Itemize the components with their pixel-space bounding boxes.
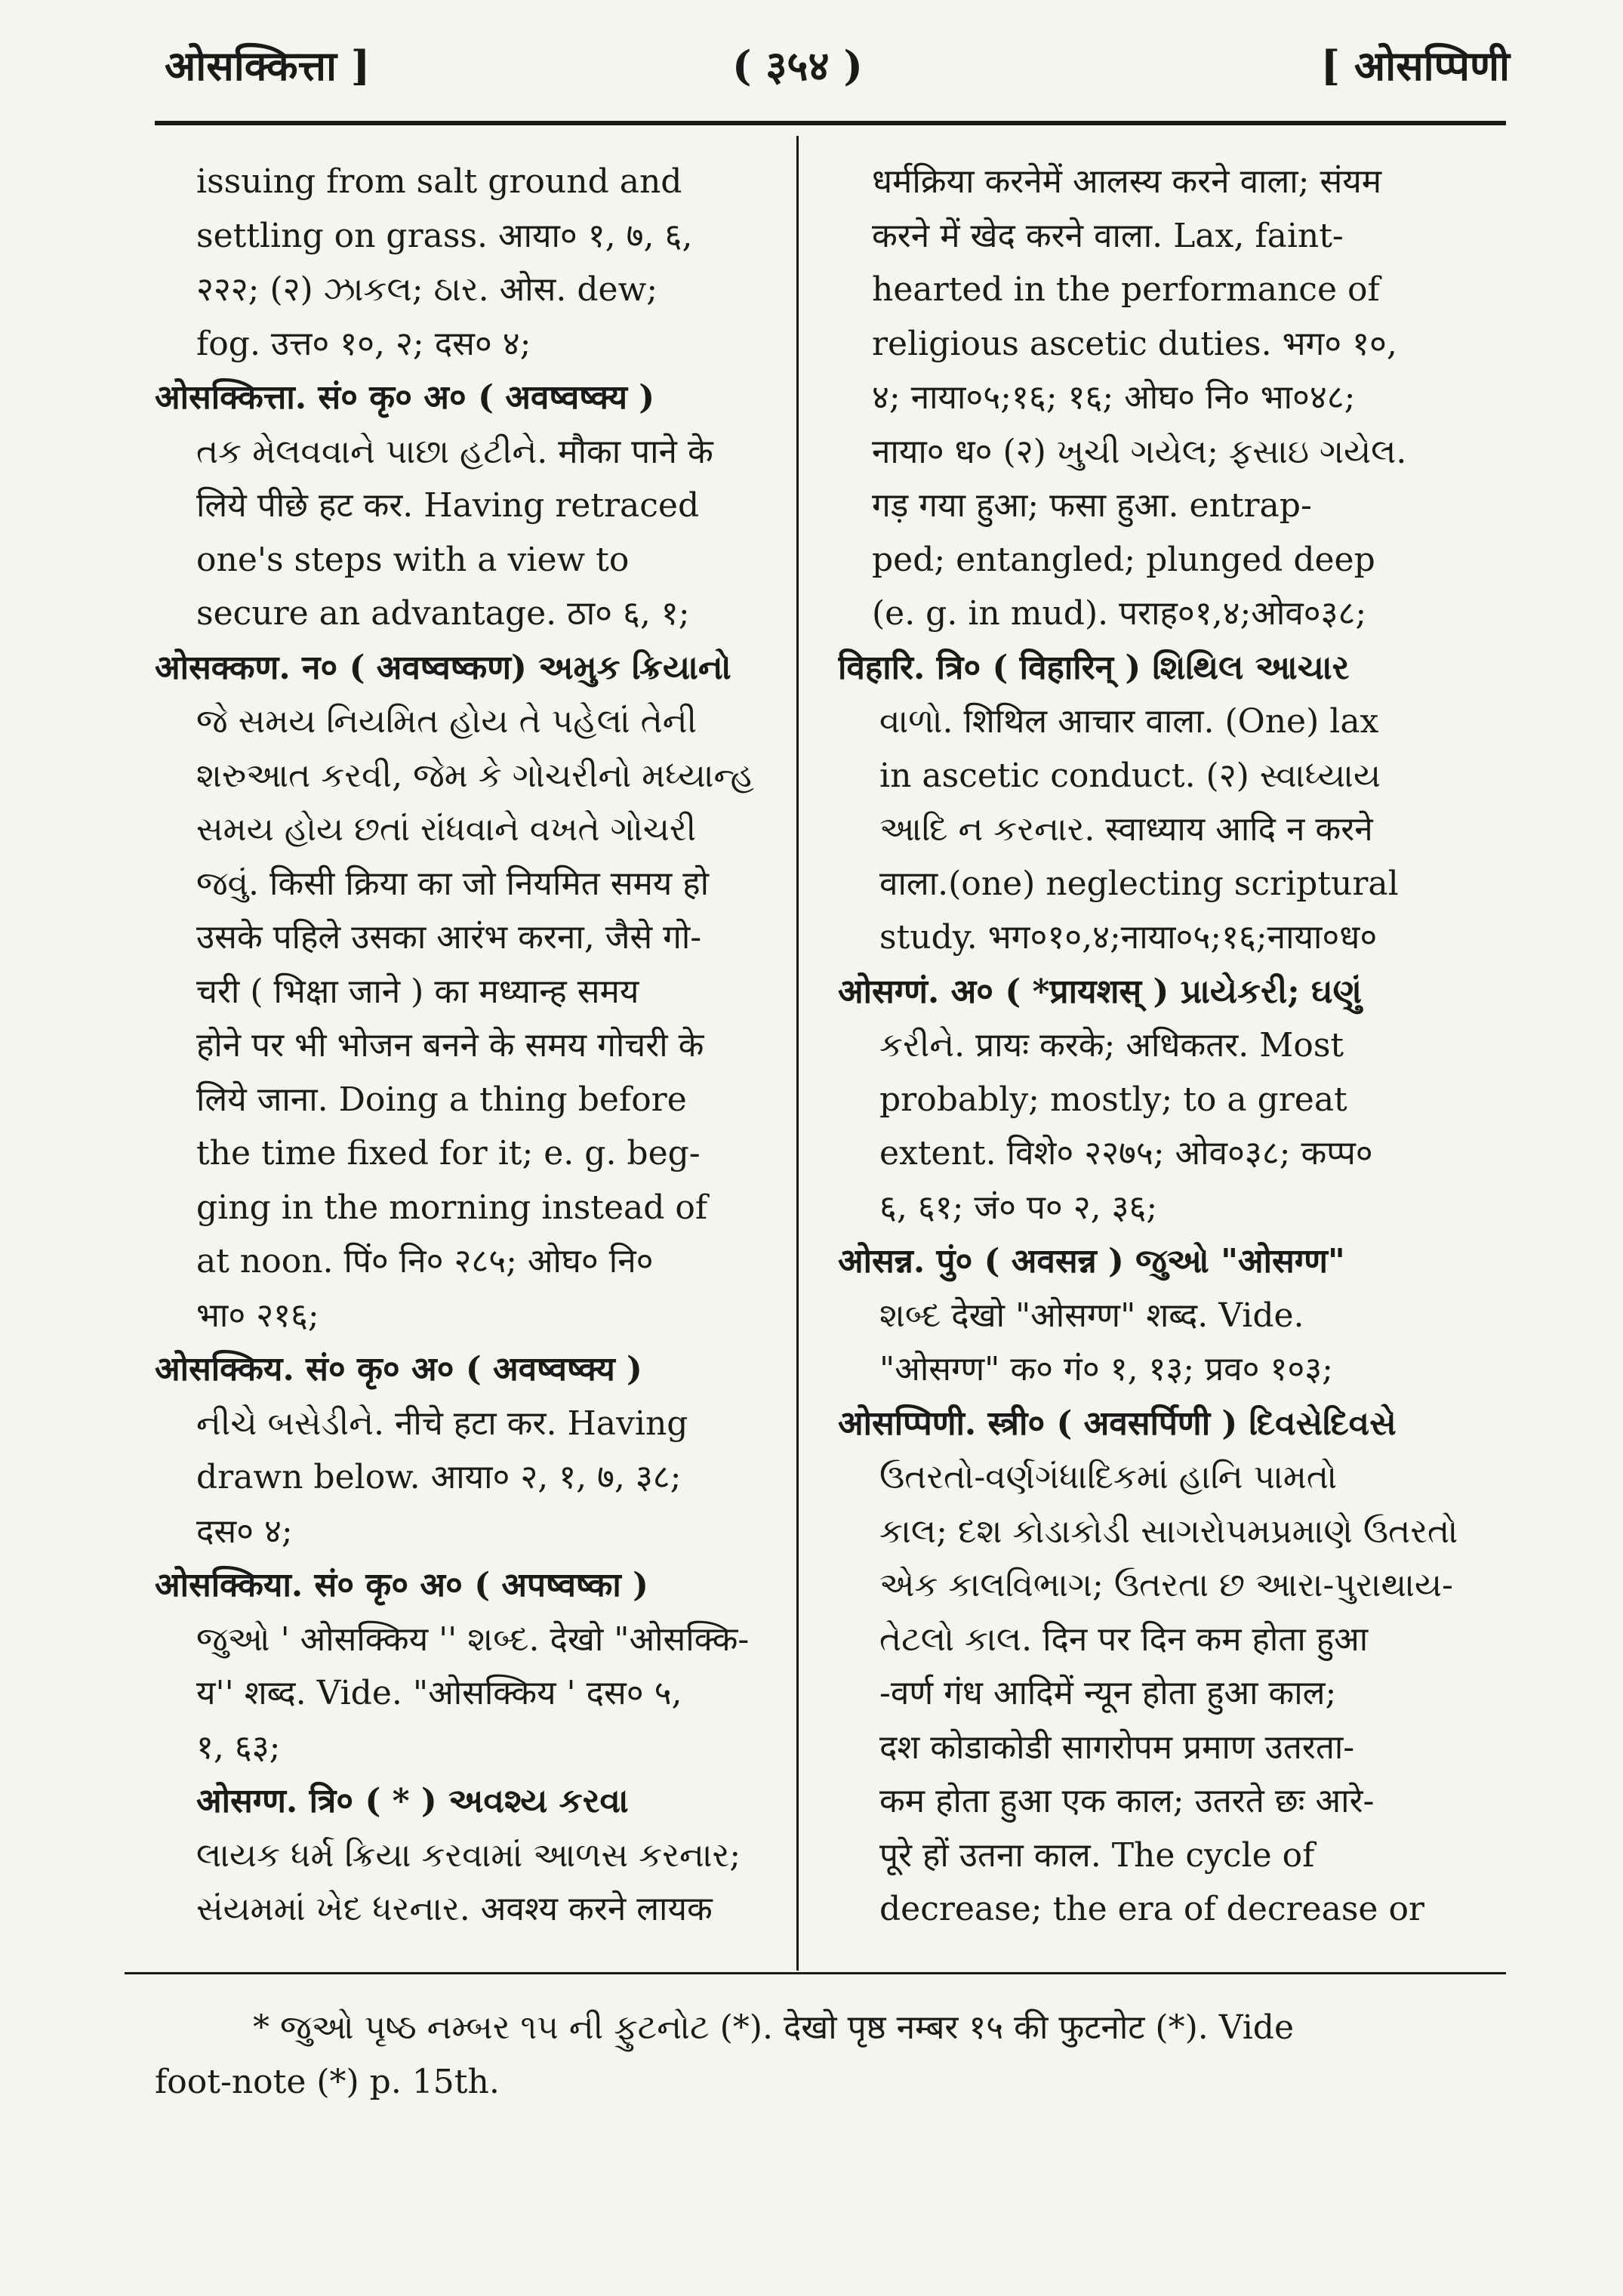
entry-headline: विहारि. त्रि० ( विहारिन् ) શિથિલ આચાર <box>838 648 1350 687</box>
text-line: secure an advantage. ठा० ६, १; <box>196 594 690 633</box>
text-line: આદિ ન કરનાર. स्वाध्याय आदि न करने <box>879 810 1373 849</box>
dictionary-entry <box>155 641 793 1343</box>
text-line: दस० ४; <box>196 1512 293 1551</box>
dictionary-entry <box>155 371 793 641</box>
header-left-guideword: ओसक्कित्ता ] <box>165 42 371 90</box>
text-line: શરુઆત કરવી, જેમ કે ગોચરીનો મધ્યાન્હ <box>196 756 754 795</box>
entry-headline: ओसप्पिणी. स्त्री० ( अवसर्पिणी ) દિવસેદિવસે <box>838 1404 1397 1443</box>
dictionary-entry <box>155 1342 793 1558</box>
text-line: એક કાલવિભાગ; ઉતરતા છ આરા-પુરાથાય- <box>879 1566 1453 1604</box>
text-line: ઉતરતો-વર્ણગંધાદિકમાં હાનિ પામતો <box>879 1458 1338 1496</box>
dictionary-entry <box>155 1558 793 1774</box>
text-line: भा० २१६; <box>196 1296 319 1335</box>
text-line: સંયમમાં ખેદ ધરનાર. अवश्य करने लायक <box>196 1890 713 1928</box>
dictionary-entry <box>838 965 1495 1235</box>
text-line: नाया० ध० (२) ખુચી ગયેલ; ફસાઇ ગયેલ. <box>872 432 1407 471</box>
text-line: સમય હોય છતાં રાંધવાને વખતે ગોચરી <box>196 810 697 849</box>
entry-headline: ओसक्किय. सं० कृ० अ० ( अवष्वष्क्य ) <box>155 1350 642 1388</box>
text-line: उसके पहिले उसका आरंभ करना, जैसे गो- <box>196 918 702 957</box>
text-line: "ओसग्ण" क० गं० १, १३; प्रव० १०३; <box>879 1350 1333 1388</box>
continuation-text <box>155 155 793 371</box>
text-line: જવું. किसी क्रिया का जो नियमित समय हो <box>196 864 710 903</box>
text-line: નીચે બસેડીને. नीचे हटा कर. Having <box>196 1404 688 1443</box>
text-line: लिये जाना. Doing a thing before <box>196 1080 687 1119</box>
text-line: at noon. पिं० नि० २८५; ओघ० नि० <box>196 1242 654 1281</box>
continuation-text <box>838 155 1495 641</box>
right-column <box>838 155 1495 1937</box>
text-line: २२२; (२) ઝાકલ; ઠાર. ओस. dew; <box>196 270 658 309</box>
text-line: in ascetic conduct. (२) સ્વાધ્યાય <box>879 756 1381 795</box>
text-line: १, ६३; <box>196 1727 281 1767</box>
text-line: -वर्ण गंध आदिमें न्यून होता हुआ काल; <box>879 1674 1337 1712</box>
text-line: fog. उत्त० १०, २; दस० ४; <box>196 324 531 363</box>
page-number: ( ३५४ ) <box>732 42 863 90</box>
text-line: તક મેલવવાને પાછા હટીને. मौका पाने के <box>196 432 713 471</box>
footnote-line: foot-note (*) p. 15th. <box>155 2063 500 2101</box>
dictionary-entry <box>838 641 1495 965</box>
text-line: दश कोडाकोडी सागरोपम प्रमाण उतरता- <box>879 1727 1355 1767</box>
text-line: ४; नाया०५;१६; १६; ओघ० नि० भा०४८; <box>872 378 1356 417</box>
text-line: જુઓ ' ओसक्किय '' શબ્દ. देखो "ओसक्कि- <box>196 1620 750 1659</box>
entry-headline: ओसक्कण. न० ( अवष्वष्कण) અમુક ક્રિયાનો <box>155 648 731 687</box>
left-column <box>155 155 793 1937</box>
column-divider <box>796 136 799 1971</box>
text-line: (e. g. in mud). पराह०१,४;ओव०३८; <box>872 594 1367 633</box>
footnote-rule <box>125 1972 1506 1974</box>
text-line: one's steps with a view to <box>196 540 630 579</box>
text-line: the time fixed for it; e. g. beg- <box>196 1134 701 1173</box>
footnote <box>155 2001 1506 2110</box>
header-right-guideword: [ ओसप्पिणी <box>1320 42 1510 90</box>
header-rule <box>155 121 1506 125</box>
text-line: ging in the morning instead of <box>196 1188 708 1227</box>
entry-headline: ओसग्ण. त्रि० ( * ) અવશ્ય કરવા <box>196 1782 629 1820</box>
text-line: extent. विशे० २२७५; ओव०३८; कप्प० <box>879 1134 1373 1173</box>
text-line: probably; mostly; to a great <box>879 1080 1347 1119</box>
text-line: કાલ; દશ કોડાકોડી સાગરોપમપ્રમાણે ઉતરતો <box>879 1512 1458 1551</box>
text-line: જે સમય નિયમિત હોય તે પહેલાં તેની <box>196 702 698 741</box>
text-line: य'' शब्द. Vide. "ओसक्किय ' दस० ५, <box>196 1674 682 1712</box>
text-line: લાયક ધર્મ ક્રિયા કરવામાં આળસ કરનાર; <box>196 1835 741 1875</box>
text-line: settling on grass. आया० १, ७, ६, <box>196 216 693 255</box>
entry-headline: ओसक्किया. सं० कृ० अ० ( अपष्वष्का ) <box>155 1566 648 1604</box>
text-line: study. भग०१०,४;नाया०५;१६;नाया०ध० <box>879 918 1378 957</box>
text-line: गड़ गया हुआ; फसा हुआ. entrap- <box>872 486 1312 525</box>
text-line: ६, ६१; जं० प० २, ३६; <box>879 1188 1158 1227</box>
text-line: તેટલો કાલ. दिन पर दिन कम होता हुआ <box>879 1620 1369 1659</box>
entry-headline: ओसन्न. पुं० ( अवसन्न ) જુઓ "ओसग्ण" <box>838 1242 1345 1281</box>
dictionary-entry <box>838 1397 1495 1937</box>
text-line: શબ્દ देखो "ओसग्ण" शब्द. Vide. <box>879 1296 1304 1335</box>
text-line: धर्मक्रिया करनेमें आलस्य करने वाला; संयम <box>872 162 1382 201</box>
text-line: वाला.(one) neglecting scriptural <box>879 864 1399 903</box>
text-line: करने में खेद करने वाला. Lax, faint- <box>872 216 1344 255</box>
text-line: चरी ( भिक्षा जाने ) का मध्यान्ह समय <box>196 972 639 1011</box>
text-line: hearted in the performance of <box>872 270 1380 309</box>
text-line: लिये पीछे हट कर. Having retraced <box>196 486 700 525</box>
dictionary-entry <box>838 1234 1495 1397</box>
entry-headline: ओसग्णं. अ० ( *प्रायशस् ) પ્રાયેકરી; ઘણું <box>838 972 1363 1011</box>
entry-headline: ओसक्कित्ता. सं० कृ० अ० ( अवष्वष्क्य ) <box>155 378 655 417</box>
text-line: पूरे हों उतना काल. The cycle of <box>879 1835 1315 1875</box>
text-line: ped; entangled; plunged deep <box>872 540 1375 579</box>
text-line: drawn below. आया० २, १, ७, ३८; <box>196 1458 682 1496</box>
text-line: issuing from salt ground and <box>196 162 682 201</box>
footnote-line: * જુઓ પૃષ્ઠ નમ્બર ૧૫ ની ફુટનોટ (*). देखो पृष्ठ नम्बर १५ की फुटनोट (*). Vide <box>253 2008 1294 2047</box>
dictionary-entry <box>155 1774 793 1937</box>
text-line: होने पर भी भोजन बनने के समय गोचरी के <box>196 1026 704 1065</box>
text-line: વાળો. शिथिल आचार वाला. (One) lax <box>879 702 1379 741</box>
text-line: કરીને. प्रायः करके; अधिकतर. Most <box>879 1026 1344 1065</box>
text-line: decrease; the era of decrease or <box>879 1890 1424 1928</box>
text-line: कम होता हुआ एक काल; उतरते छः आरे- <box>879 1782 1375 1820</box>
page-header <box>0 23 1623 113</box>
text-line: religious ascetic duties. भग० १०, <box>872 324 1397 363</box>
